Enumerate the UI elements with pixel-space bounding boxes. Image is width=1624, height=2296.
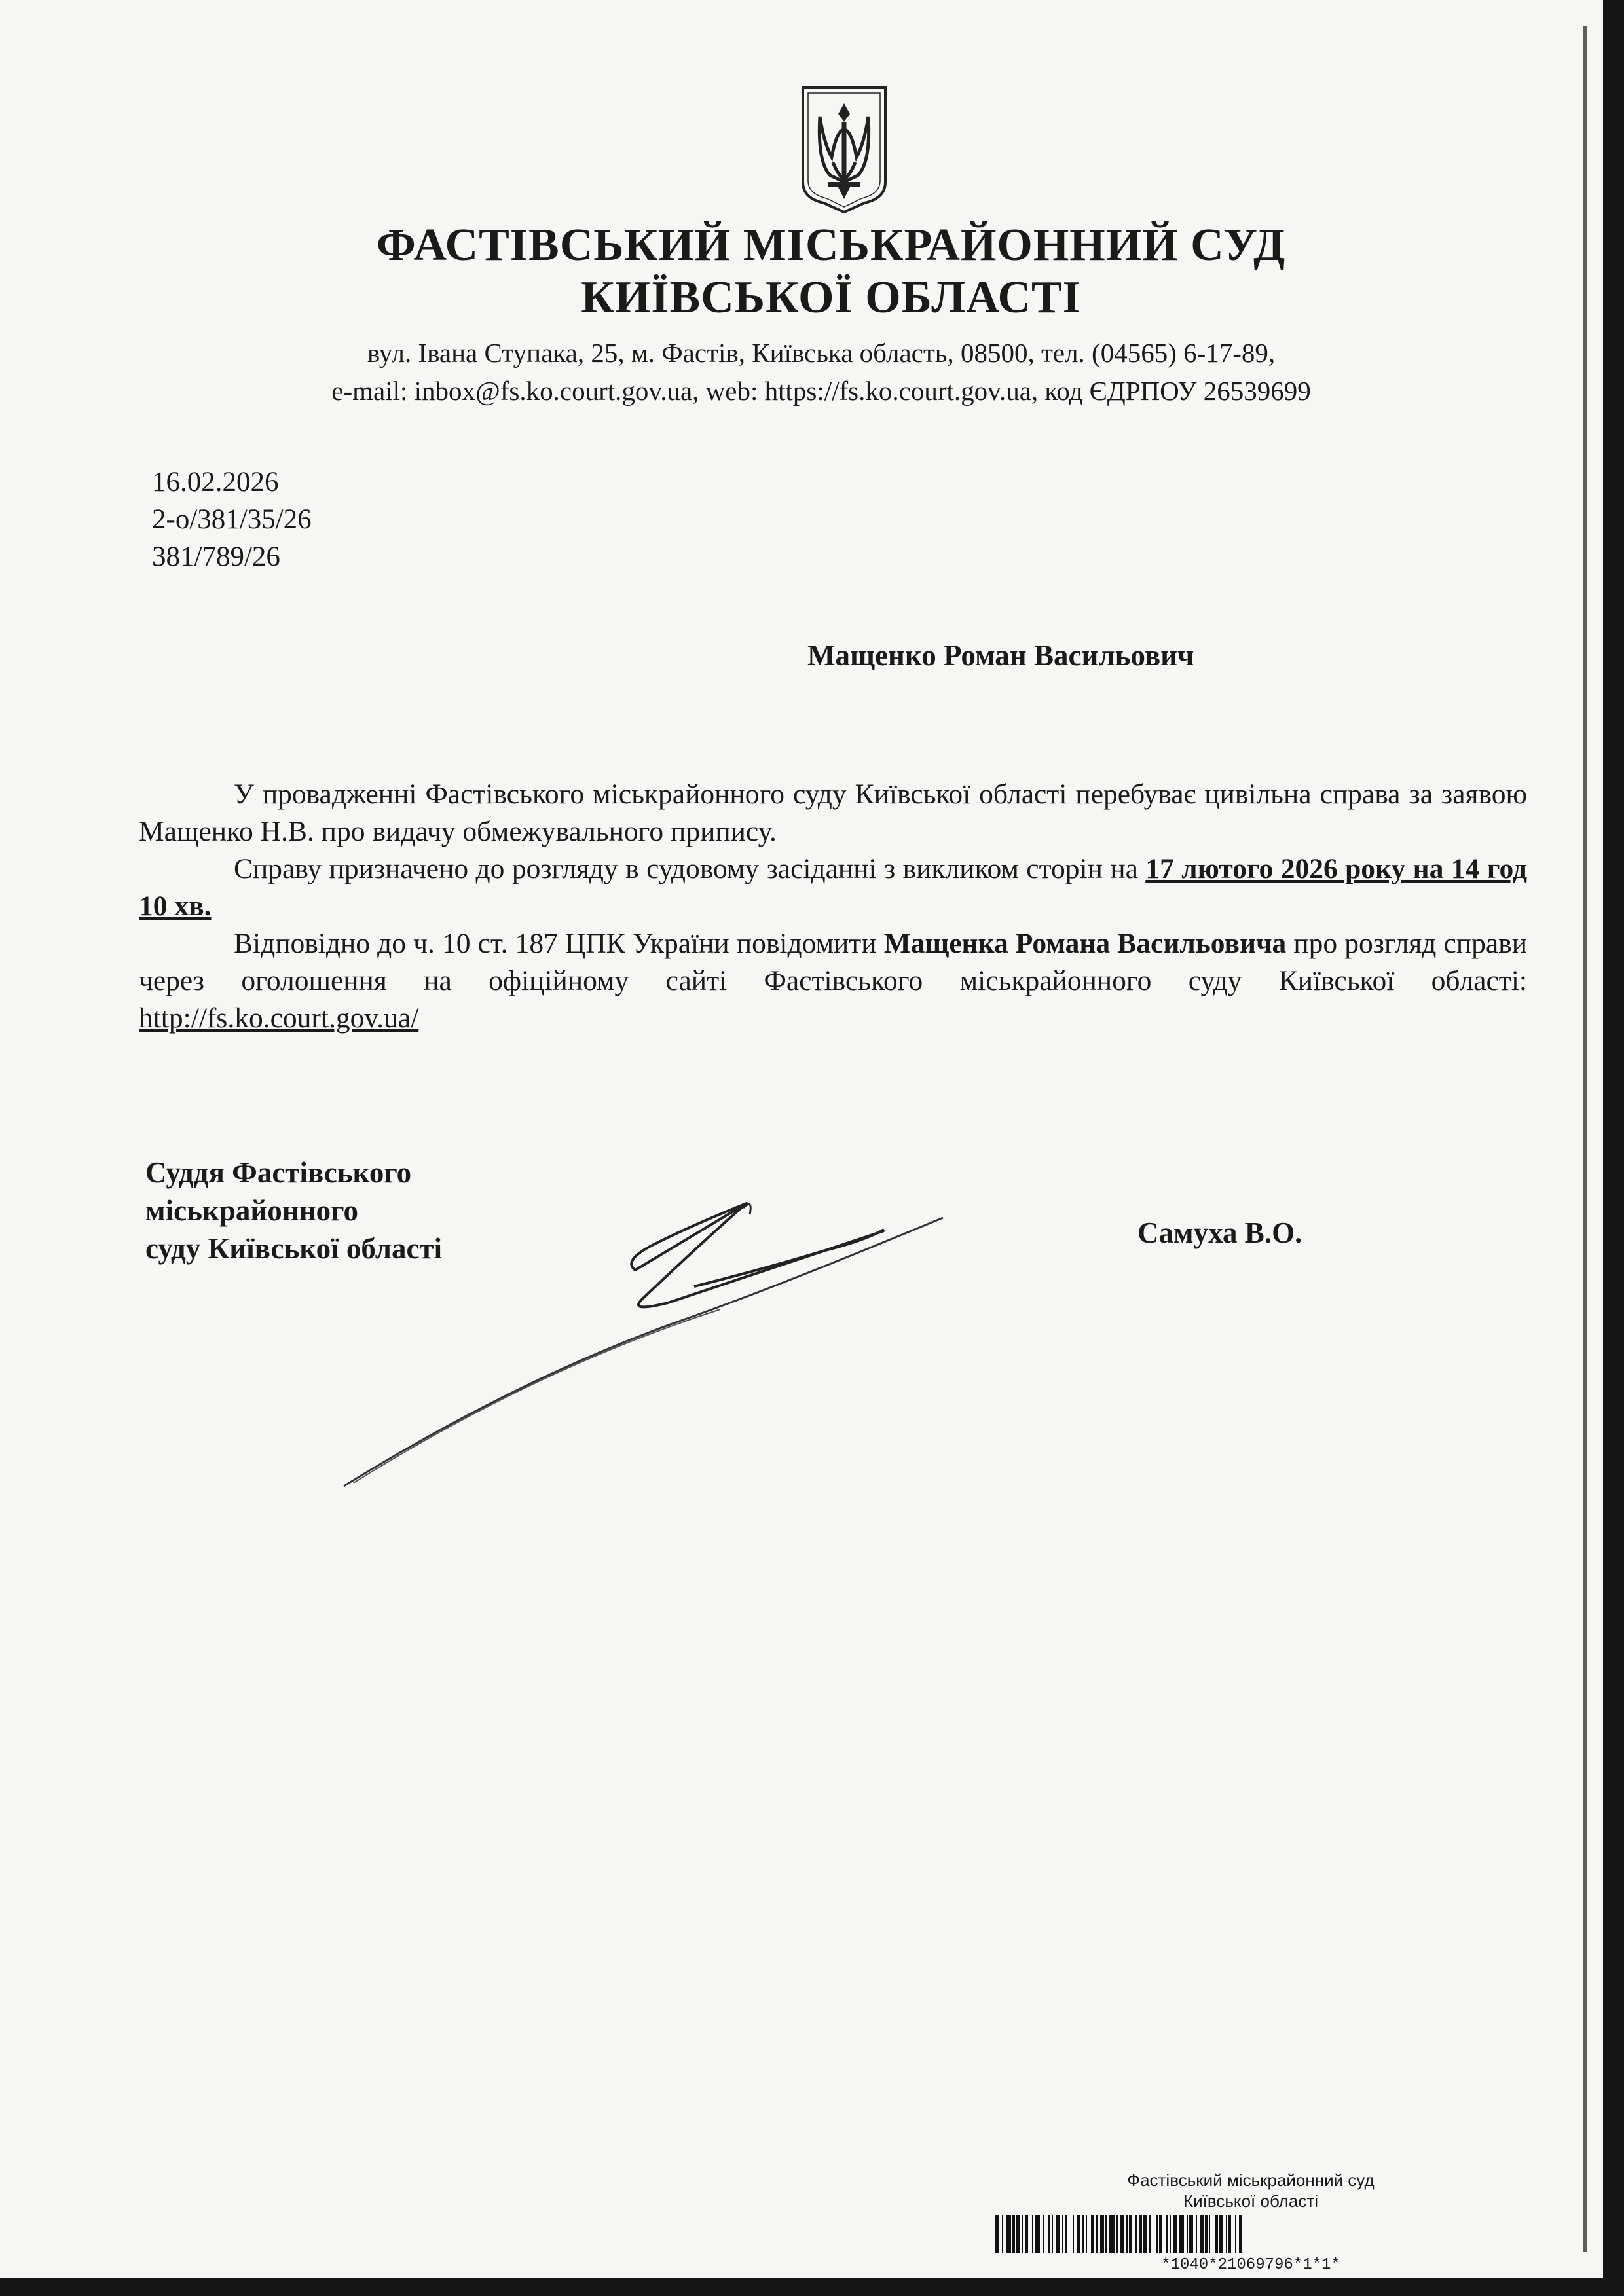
paragraph-proceedings: У провадженні Фастівського міськрайонного суду Київської області перебуває цивільна справа за заявою Мащенко Н.В. про видачу обмежувального припису. [139,778,1527,847]
court-address: вул. Івана Ступака, 25, м. Фастів, Київська область, 08500, тел. (04565) 6-17-89, [367,338,1276,368]
stamp-region: Київської області [1183,2191,1319,2211]
scan-border-bottom [0,2278,1624,2296]
court-website-link[interactable]: http://fs.ko.court.gov.ua/ [139,1002,419,1034]
handwritten-signature [327,1178,1048,1506]
registration-stamp [995,2170,1506,2274]
barcode-number: *1040*21069796*1*1* [1161,2256,1340,2274]
recipient-name: Мащенко Роман Васильович [807,639,1194,672]
judge-title-line1: Суддя Фастівського [145,1156,412,1189]
court-name-line2: КИЇВСЬКОЇ ОБЛАСТІ [581,272,1081,323]
document-references [152,464,312,575]
scan-edge-line [1583,26,1587,2252]
court-name-line1: ФАСТІВСЬКИЙ МІСЬКРАЙОННИЙ СУД [376,220,1286,270]
stamp-court-name: Фастівський міськрайонний суд [1127,2170,1375,2190]
barcode-bar [1210,2215,1215,2253]
judge-title-line2: міськрайонного [145,1194,358,1227]
notified-person: Мащенка Романа Васильовича [883,928,1287,959]
court-contacts: e-mail: inbox@fs.ko.court.gov.ua, web: https://fs.ko.court.gov.ua, код ЄДРПОУ 26539699 [331,376,1311,406]
hearing-text: Справу призначено до розгляду в судовому засіданні з викликом сторін на [234,853,1146,884]
coat-of-arms-icon [799,84,889,215]
notice-text-after: про розгляд справи через оголошення на офіційному сайті Фастівського міськрайонного суду Київської області: [139,928,1527,996]
case-number-internal: 2-о/381/35/26 [152,504,312,535]
scan-border-right [1603,0,1624,2296]
notice-text-before: Відповідно до ч. 10 ст. 187 ЦПК України повідомити [234,928,884,959]
barcode [995,2215,1506,2253]
judge-name: Самуха В.О. [1137,1216,1302,1249]
barcode-bar [1035,2215,1040,2253]
barcode-bar [1006,2215,1011,2253]
barcode-bar [1179,2215,1184,2253]
paragraph-hearing [139,850,1527,925]
judge-title-line3: суду Київської області [145,1232,443,1265]
barcode-bar [1067,2215,1073,2253]
document-date: 16.02.2026 [152,467,279,498]
letter-body [139,776,1527,1037]
case-number: 381/789/26 [152,541,280,572]
hearing-datetime: 17 лютого 2026 року на 14 год 10 хв. [139,853,1527,922]
barcode-bar [1109,2215,1115,2253]
paragraph-notice [139,925,1527,1037]
barcode-bar [1242,2215,1243,2253]
barcode-bar [1151,2215,1156,2253]
